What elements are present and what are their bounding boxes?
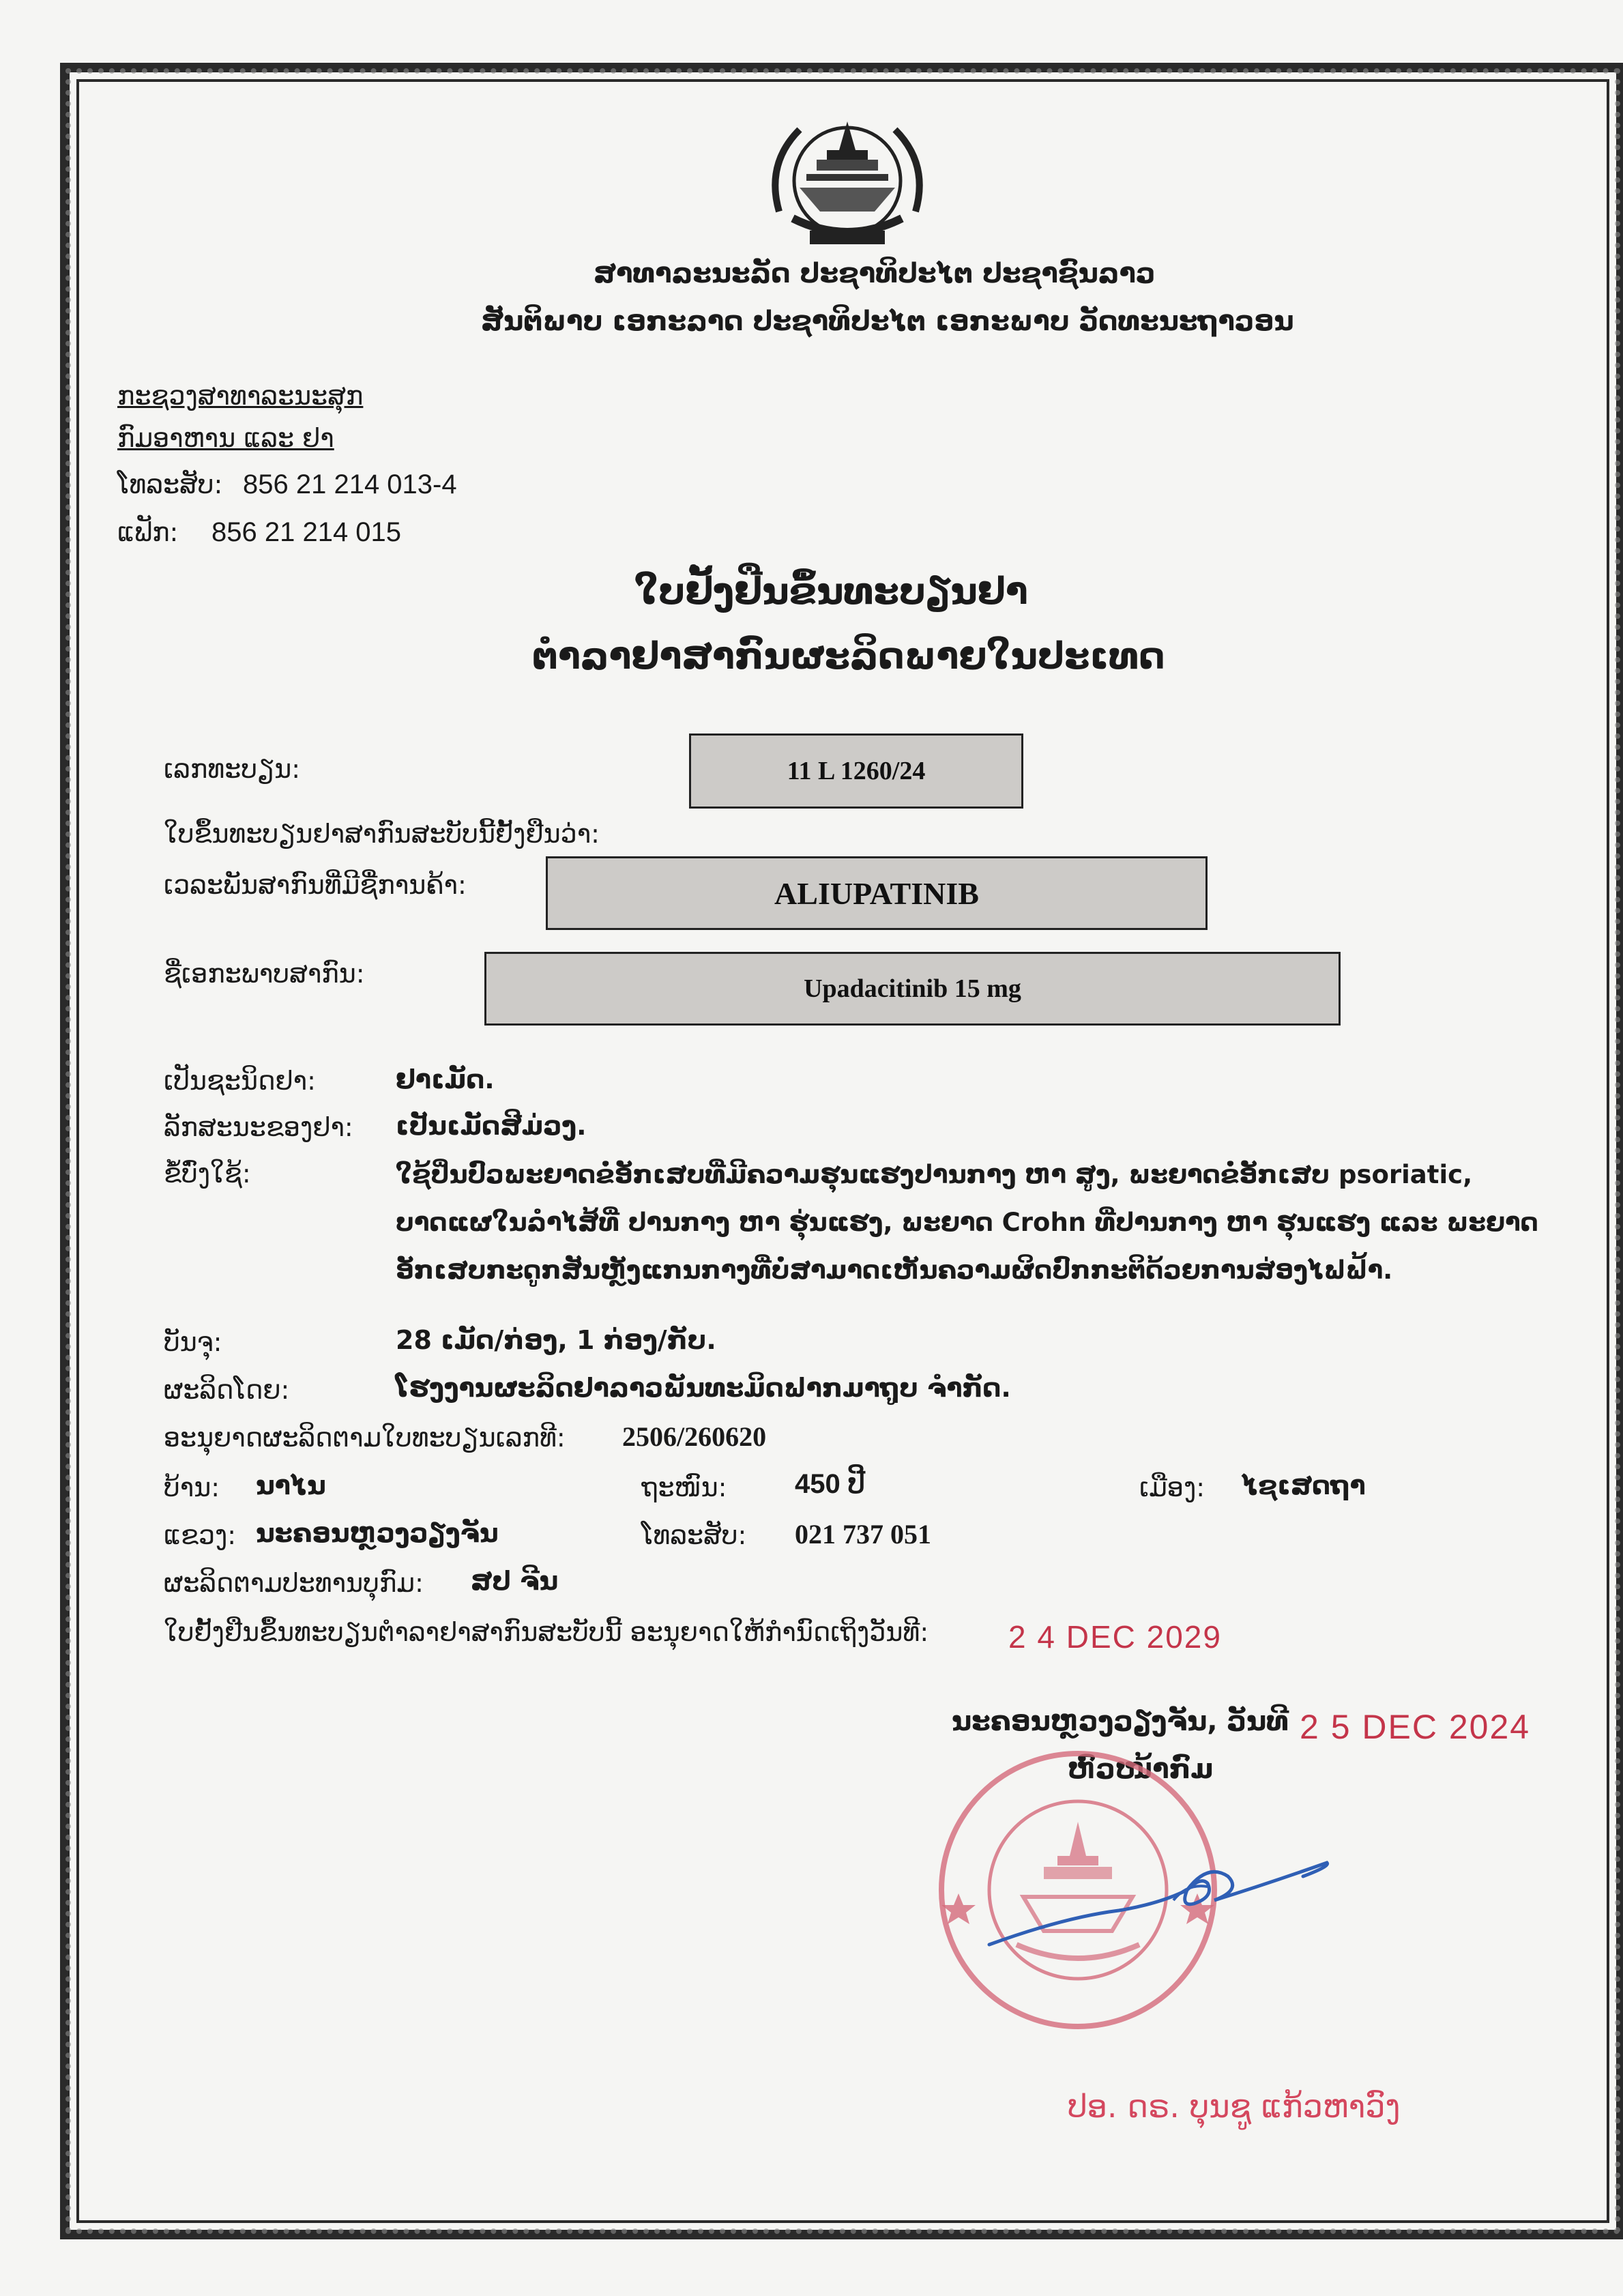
village-label: ບ້ານ: xyxy=(164,1472,220,1502)
generic-label: ຊື່ເອກະພາບສາກົນ: xyxy=(164,959,365,989)
generic-value: Upadacitinib 15 mg xyxy=(804,974,1021,1003)
valid-until-stamp: 2 4 DEC 2029 xyxy=(1008,1619,1222,1655)
patent-value: ສປ ຈີນ xyxy=(471,1566,559,1596)
province-label: ແຂວງ: xyxy=(164,1520,237,1550)
issuer-phone-label: ໂທລະສັບ: xyxy=(117,469,223,499)
trade-name-box xyxy=(546,856,1208,930)
license-value: 2506/260620 xyxy=(622,1421,767,1452)
district-value: ໄຊເສດຖາ xyxy=(1242,1470,1366,1500)
issuer-department: ກົມອາຫານ ແລະ ຢາ xyxy=(117,423,334,453)
road-label: ຖະໜົນ: xyxy=(641,1472,727,1502)
header-line2: ສັນຕິພາບ ເອກະລາດ ປະຊາທິປະໄຕ ເອກະພາບ ວັດທະນະຖາວອນ xyxy=(481,306,1294,337)
title-line1: ໃບຢັ້ງຢືນຂຶ້ນທະບຽນຢາ xyxy=(634,570,1028,613)
trade-name-value: ALIUPATINIB xyxy=(774,875,979,911)
national-emblem-icon xyxy=(759,109,936,252)
title-line2: ຕຳລາຢາສາກົນຜະລິດພາຍໃນປະເທດ xyxy=(532,635,1165,678)
certify-label: ໃບຂຶ້ນທະບຽນຢາສາກົນສະບັບນີ້ຢັ້ງຢືນວ່າ: xyxy=(164,819,600,849)
place-date-label: ນະຄອນຫຼວງວຽງຈັນ, ວັນທີ xyxy=(952,1706,1289,1737)
form-value: ຢາເມັດ. xyxy=(396,1064,495,1094)
header-line1: ສາທາລະນະລັດ ປະຊາທິປະໄຕ ປະຊາຊົນລາວ xyxy=(594,258,1156,289)
road-value: 450 ປີ xyxy=(795,1469,865,1499)
reg-no-label: ເລກທະບຽນ: xyxy=(164,754,301,784)
issue-date-stamp: 2 5 DEC 2024 xyxy=(1300,1708,1531,1746)
patent-label: ຜະລິດຕາມປະທານບຸກົມ: xyxy=(164,1568,424,1598)
trade-name-label: ເວລະພັນສາກົນທີ່ມີຊື່ການຄ້າ: xyxy=(164,870,467,900)
village-value: ນາໄນ xyxy=(256,1470,326,1500)
indication-label: ຂໍ້ບົ່ງໃຊ້: xyxy=(164,1159,251,1189)
tel-value: 021 737 051 xyxy=(795,1519,931,1550)
reg-no-box xyxy=(689,733,1023,809)
character-label: ລັກສະນະຂອງຢາ: xyxy=(164,1112,353,1142)
province-value: ນະຄອນຫຼວງວຽງຈັນ xyxy=(256,1518,499,1548)
character-value: ເປັນເມັດສີມ່ວງ. xyxy=(396,1111,587,1141)
valid-label: ໃບຢັ້ງຢືນຂຶ້ນທະບຽນຕຳລາຢາສາກົນສະບັບນີ້ ອະນຸຍາດໃຫ້ກຳນົດເຖິງວັນທີ: xyxy=(164,1617,929,1647)
manufacturer-value: ໂຮງງານຜະລິດຢາລາວພັນທະມິດຟາກມາຖູບ ຈຳກັດ. xyxy=(396,1373,1011,1403)
manufacturer-label: ຜະລິດໂດຍ: xyxy=(164,1375,290,1405)
issuer-ministry: ກະຊວງສາທາລະນະສຸກ xyxy=(117,381,364,411)
form-label: ເປັນຊະນິດຢາ: xyxy=(164,1066,316,1096)
signer-role: ຫົວໜ້າກົມ xyxy=(1068,1754,1214,1785)
license-label: ອະນຸຍາດຜະລິດຕາມໃບທະບຽນເລກທີ: xyxy=(164,1423,566,1453)
pack-value: 28 ເມັດ/ກ່ອງ, 1 ກ່ອງ/ກັບ. xyxy=(396,1325,716,1355)
issuer-fax-label: ແຟັກ: xyxy=(117,517,179,547)
generic-box xyxy=(484,952,1341,1026)
issuer-fax: 856 21 214 015 xyxy=(211,517,402,547)
signer-name: ປອ. ດຣ. ບຸນຊູ ແກ້ວຫາວົງ xyxy=(1068,2088,1401,2125)
indication-line1: ໃຊ້ປິ່ນປົວພະຍາດຂໍ່ອັກເສບທີ່ມີຄວາມຮຸນແຮງປານກາງ ຫາ ສູງ, ພະຍາດຂໍ່ອັກເສບ psoriatic, xyxy=(396,1160,1473,1189)
district-label: ເມືອງ: xyxy=(1139,1472,1205,1502)
indication-line2: ບາດແຜໃນລຳໄສ້ທີ່ ປານກາງ ຫາ ຮຸ່ນແຮງ, ພະຍາດ Crohn ທີ່ປານກາງ ຫາ ຮຸນແຮງ ແລະ ພະຍາດ xyxy=(396,1208,1538,1237)
signature-icon xyxy=(982,1835,1337,1958)
tel-label: ໂທລະສັບ: xyxy=(641,1520,747,1550)
pack-label: ບັນຈຸ: xyxy=(164,1327,222,1357)
issuer-phone: 856 21 214 013-4 xyxy=(243,469,457,499)
indication-line3: ອັກເສບກະດູກສັນຫຼັງແກນກາງທີ່ບໍ່ສາມາດເຫັນຄວາມຜິດປົກກະຕິດ້ວຍການສ່ອງໄຟຟ້າ. xyxy=(396,1255,1393,1285)
reg-no-value: 11 L 1260/24 xyxy=(787,757,926,785)
